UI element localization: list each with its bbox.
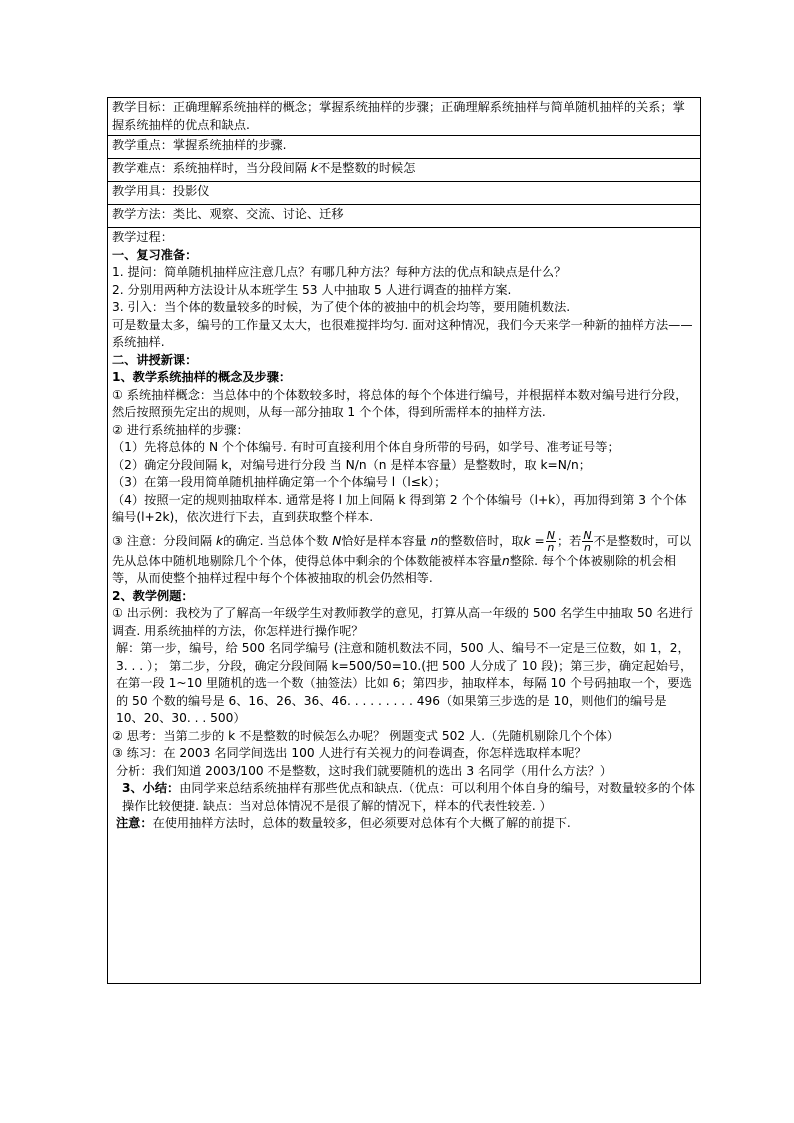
steps-title: ② 进行系统抽样的步骤： bbox=[112, 422, 249, 437]
step-1: （1）先将总体的 N 个个体编号. 有时可直接利用个体自身所带的号码，如学号、准考证号等； bbox=[112, 440, 620, 454]
tools-cell: 教学用具：投影仪 bbox=[108, 182, 701, 205]
process-cell bbox=[108, 228, 701, 984]
note-paragraph: ③ 注意：分段间隔 k的确定. 当总体个数 N恰好是样本容量 n的整数倍时，取k = $\frac{N}{n}$ ；若 $\frac{N}{n}$ 不是整数时，可以先从总体中随机地剔除几个个体，使得总体中剩余的个体数能被样本容量n整除. 每个个体被剔除的机会相等，从而使整个抽样过程中每个个体被抽取的机会仍然相等. bbox=[112, 528, 692, 585]
review-line-2: 2. 分别用两种方法设计从本班学生 53 人中抽取 5 人进行调查的抽样方案. bbox=[112, 282, 512, 297]
step-3: （3）在第一段用简单随机抽样确定第一个个体编号 l（l≤k）； bbox=[112, 475, 447, 489]
analysis-line: 分析：我们知道 2003/100 不是整数，这时我们就要随机的选出 3 名同学（用什么方法？） bbox=[116, 763, 613, 778]
section1-title: 一、复习准备： bbox=[112, 247, 198, 262]
key-point-cell: 教学重点：掌握系统抽样的步骤. bbox=[108, 136, 701, 159]
lesson-plan-table bbox=[107, 97, 701, 984]
row-tools bbox=[108, 182, 701, 205]
teaching-goal-cell: 教学目标：正确理解系统抽样的概念；掌握系统抽样的步骤；正确理解系统抽样与简单随机抽样的关系；掌握系统抽样的优点和缺点. bbox=[108, 98, 701, 136]
row-teaching-goal bbox=[108, 98, 701, 136]
concept-paragraph: ① 系统抽样概念：当总体中的个体数较多时，将总体的每个个体进行编号，并根据样本数对编号进行分段，然后按照预先定出的规则，从每一部分抽取 1 个个体，得到所需样本的抽样方法. bbox=[112, 387, 688, 419]
practice-line: ③ 练习：在 2003 名同学间选出 100 人进行有关视力的问卷调查，你怎样选取样本呢？ bbox=[112, 746, 587, 760]
row-difficulty bbox=[108, 159, 701, 182]
fraction-n-over-n-2: $\frac{N}{n}$ bbox=[583, 528, 592, 554]
review-line-4: 可是数量太多，编号的工作量又太大，也很难搅拌均匀. 面对这种情况，我们今天来学一种新的抽样方法——系统抽样. bbox=[112, 317, 693, 349]
caution-paragraph: 注意：在使用抽样方法时，总体的数量较多，但必须要对总体有个大概了解的前提下. bbox=[116, 816, 571, 830]
review-line-1: 1. 提问：简单随机抽样应注意几点？有哪几种方法？每种方法的优点和缺点是什么？ bbox=[112, 265, 567, 279]
review-line-3: 3. 引入：当个体的数量较多的时候，为了使个体的被抽中的机会均等，要用随机数法. bbox=[112, 300, 571, 314]
subsection1-title: 1、教学系统抽样的概念及步骤： bbox=[112, 370, 292, 384]
step-4: （4）按照一定的规则抽取样本. 通常是将 l 加上间隔 k 得到第 2 个个体编号（l+k），再加得到第 3 个个体编号(l+2k)，依次进行下去，直到获取整个样本. bbox=[112, 492, 687, 524]
process-heading: 教学过程： bbox=[112, 230, 173, 244]
subsection2-title: 2、教学例题： bbox=[112, 588, 194, 603]
section2-title: 二、讲授新课： bbox=[112, 352, 198, 367]
row-process bbox=[108, 228, 701, 984]
step-2: （2）确定分段间隔 k，对编号进行分段 当 N/n（n 是样本容量）是整数时，取 k=N/n； bbox=[112, 457, 591, 472]
think-line: ② 思考：当第二步的 k 不是整数的时候怎么办呢？ 例题变式 502 人.（先随机剔除几个个体） bbox=[112, 728, 620, 743]
solution-paragraph: 解：第一步，编号，给 500 名同学编号 (注意和随机数法不同，500 人、编号不一定是三位数，如 1，2，3. . . ）； 第二步，分段，确定分段间隔 k=500/50=10.(把 500 人分成了 10 段)；第三步，确定起始号，在第一段 1~10 里随机的选一个数（抽签法）比如 6；第四步，抽取样本，每隔 10 个号码抽取一个，要选的 50 个数的编号是 6、16、26、36、46. . . . . . . . . 496（如果第三步选的是 10，则他们的编号是 10、20、30. . . 500） bbox=[116, 641, 693, 725]
lesson-plan-sheet bbox=[107, 97, 701, 984]
difficulty-cell: 教学难点：系统抽样时，当分段间隔 k不是整数的时候怎 bbox=[108, 159, 701, 182]
example-1: ① 出示例：我校为了了解高一年级学生对教师教学的意见，打算从高一年级的 500 名学生中抽取 50 名进行调查. 用系统抽样的方法，你怎样进行操作呢？ bbox=[112, 606, 693, 638]
summary-paragraph: 3、小结：由同学来总结系统抽样有那些优点和缺点.（优点：可以利用个体自身的编号，对数量较多的个体操作比较便捷. 缺点：当对总体情况不是很了解的情况下，样本的代表性较差. ） bbox=[122, 781, 695, 813]
row-key-point bbox=[108, 136, 701, 159]
methods-cell: 教学方法：类比、观察、交流、讨论、迁移 bbox=[108, 205, 701, 228]
row-methods bbox=[108, 205, 701, 228]
fraction-n-over-n: $\frac{N}{n}$ bbox=[546, 528, 555, 554]
